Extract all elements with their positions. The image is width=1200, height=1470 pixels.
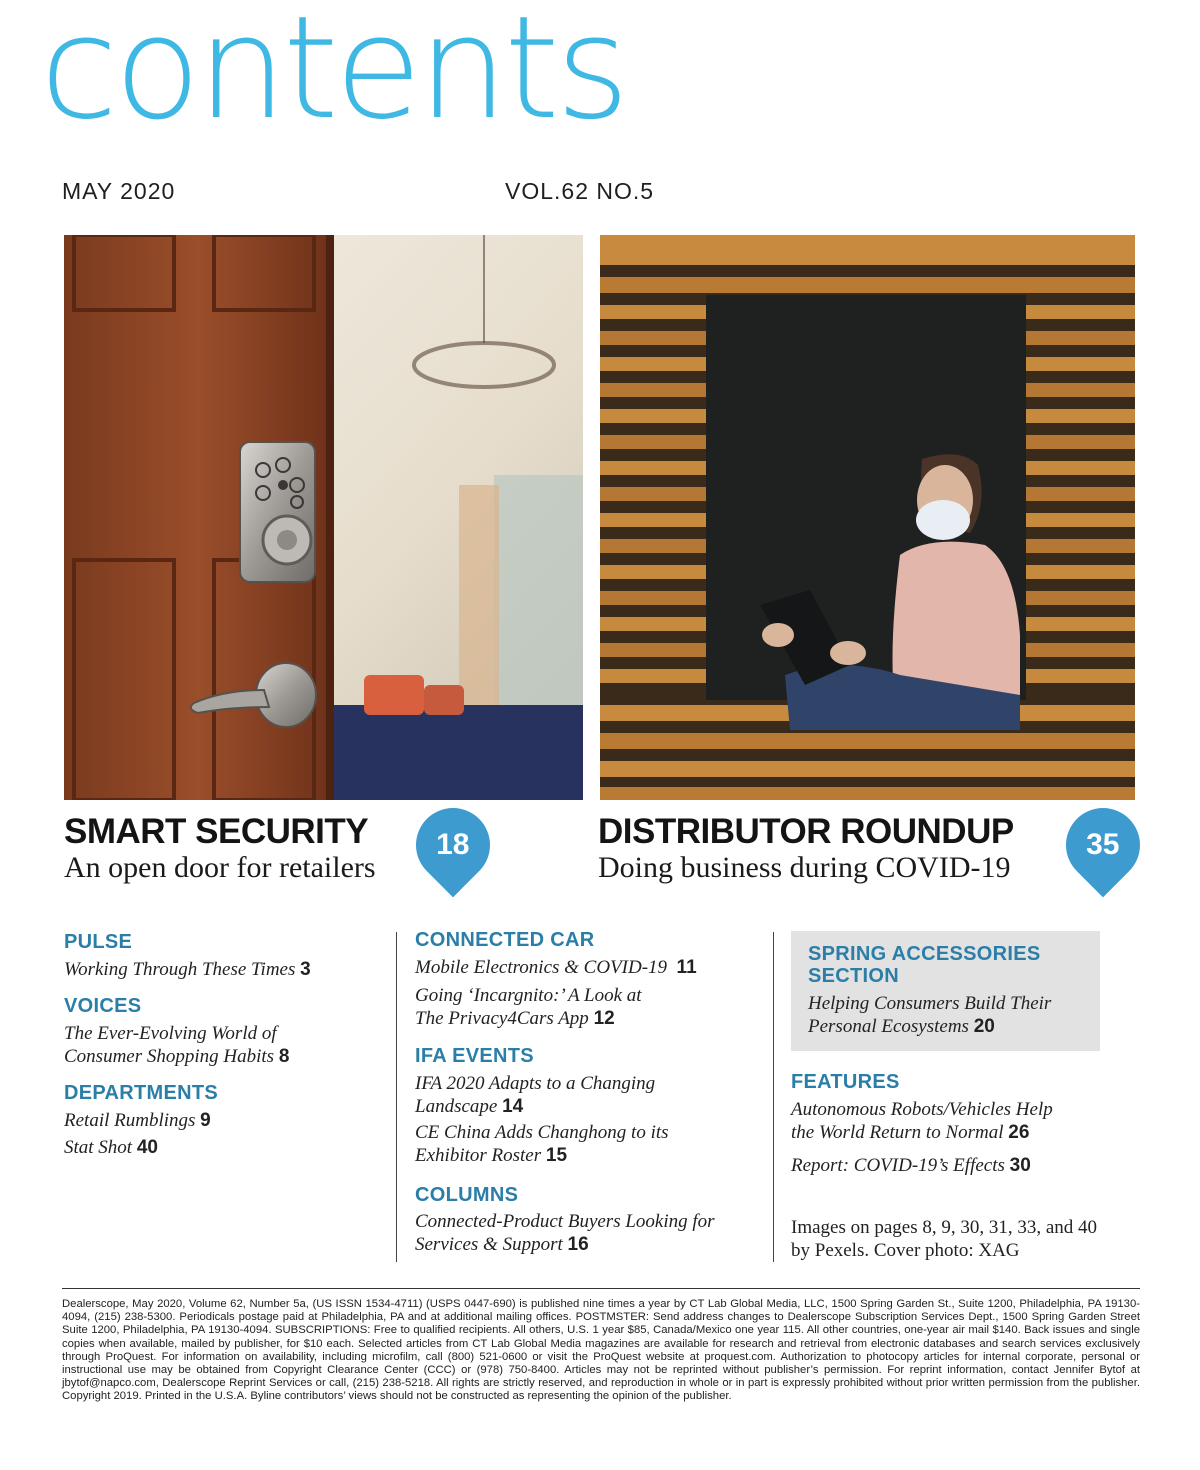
toc-entry-ce-china[interactable] xyxy=(415,1121,669,1167)
distributor-roundup-photo xyxy=(600,235,1135,800)
credits-line1: Images on pages 8, 9, 30, 31, 33, and 40 xyxy=(791,1217,1098,1238)
entry-page: 11 xyxy=(676,957,697,978)
smart-security-photo xyxy=(64,235,583,800)
entry-page: 15 xyxy=(545,1145,568,1166)
entry-title: Stat Shot xyxy=(64,1137,133,1158)
section-heading-features: FEATURES xyxy=(791,1071,900,1093)
entry-title-line1: Connected-Product Buyers Looking for xyxy=(415,1211,715,1232)
toc-entry-personal-ecosystems[interactable] xyxy=(808,992,1051,1038)
entry-page: 40 xyxy=(136,1137,158,1158)
section-heading-connected-car: CONNECTED CAR xyxy=(415,929,595,951)
toc-entry-working-through[interactable] xyxy=(64,958,311,981)
entry-page: 20 xyxy=(973,1016,995,1037)
masthead-title: contents xyxy=(40,0,626,151)
entry-title-line2: Exhibitor Roster xyxy=(415,1145,542,1166)
page-badge-smart-security[interactable] xyxy=(401,793,506,898)
entry-title-line1: Going ‘Incargnito:’ A Look at xyxy=(415,985,642,1006)
entry-title-line1: Helping Consumers Build Their xyxy=(808,993,1052,1014)
window-slats-illustration xyxy=(600,235,1135,800)
toc-entry-ifa-2020[interactable] xyxy=(415,1072,655,1118)
entry-title-line2: Services & Support xyxy=(415,1234,563,1255)
toc-entry-retail-rumblings[interactable] xyxy=(64,1109,211,1132)
toc-entry-covid-effects[interactable] xyxy=(791,1154,1031,1177)
toc-entry-mobile-electronics[interactable] xyxy=(415,956,697,979)
page-badge-number: 35 xyxy=(1086,828,1120,861)
issue-volume: VOL.62 NO.5 xyxy=(505,178,655,204)
entry-title-line2: Personal Ecosystems xyxy=(808,1016,969,1037)
masthead xyxy=(40,0,740,204)
feature-title-smart-security: SMART SECURITY xyxy=(64,812,369,851)
entry-title: Mobile Electronics & COVID-19 xyxy=(415,957,668,978)
entry-title-line2: The Privacy4Cars App xyxy=(415,1008,589,1029)
feature-subtitle-smart-security: An open door for retailers xyxy=(64,851,376,884)
entry-page: 14 xyxy=(502,1096,524,1117)
footer-rule xyxy=(62,1288,1140,1289)
toc-entry-connected-product[interactable] xyxy=(415,1210,715,1256)
entry-title: Working Through These Times xyxy=(64,959,296,980)
column-divider-2 xyxy=(773,932,774,1262)
entry-title-line1: CE China Adds Changhong to its xyxy=(415,1122,669,1143)
section-heading-departments: DEPARTMENTS xyxy=(64,1082,219,1104)
entry-page: 3 xyxy=(300,959,311,980)
door-lock-illustration xyxy=(64,235,583,800)
entry-page: 12 xyxy=(593,1008,615,1029)
page-badge-distributor-roundup[interactable] xyxy=(1051,793,1156,898)
image-credits xyxy=(791,1216,1097,1262)
issue-date: MAY 2020 xyxy=(62,178,176,204)
section-heading-voices: VOICES xyxy=(64,995,142,1017)
entry-title-line1: IFA 2020 Adapts to a Changing xyxy=(415,1073,656,1094)
entry-title-line2: Consumer Shopping Habits xyxy=(64,1046,275,1067)
entry-title-line1: The Ever-Evolving World of xyxy=(64,1023,277,1044)
toc-entry-stat-shot[interactable] xyxy=(64,1136,158,1159)
entry-page: 16 xyxy=(567,1234,589,1255)
entry-page: 26 xyxy=(1008,1122,1030,1143)
publisher-legal-text: Dealerscope, May 2020, Volume 62, Number 5a, (US ISSN 1534-4711) (USPS 0447-690) is published nine times a year by CT Lab Global Media, LLC, 1500 Spring Garden St., Suite 1200, Philadelphia, PA 19130-4094, (215) 238-5300. Periodicals postage paid at Philadelphia, PA and at additional mailing offices. POSTMSTER: Send address changes to Dealerscope Subscription Services Dept., 1500 Spring Garden Street Suite 1200, Philadelphia, PA 19130-4094. SUBSCRIPTIONS: Free to qualified recipients. All others, U.S. 1 year $85, Canada/Mexico one year 115. All other countries, one-year air mail $140. Back issues and single copies when available, mailed by publisher, for $10 each. Selected articles from CT Lab Global Media magazines are available for research and retrieval from electronic databases and search services exclusively through ProQuest. For information on availability, including microfilm, call (800) 521-0600 or visit the ProQuest website at proquest.com. Authorization to photocopy articles for internal corporate, personal or instructional use may be obtained from Copyright Clearance Center (CCC) or (978) 750-8400. Articles may not be reprinted without publisher’s permission. For reprint information, contact Jennifer Bytof at jbytof@napco.com, Dealerscope Reprint Services or call, (215) 238-5218. All rights are strictly reserved, and reproduction in whole or in part is expressly prohibited without prior written permission from the publisher. Copyright 2019. Printed in the U.S.A. Byline contributors’ views should not be constructed as representing the opinion of the publisher. xyxy=(62,1298,1140,1403)
section-heading-spring-accessories xyxy=(808,943,1040,987)
heading-line2: SECTION xyxy=(808,965,899,987)
entry-title-line1: Autonomous Robots/Vehicles Help xyxy=(791,1099,1053,1120)
entry-title: Report: COVID-19’s Effects xyxy=(791,1155,1005,1176)
page-badge-number: 18 xyxy=(436,828,470,861)
entry-page: 9 xyxy=(200,1110,211,1131)
credits-line2: by Pexels. Cover photo: XAG xyxy=(791,1240,1020,1261)
entry-page: 30 xyxy=(1009,1155,1031,1176)
toc-entry-incargnito[interactable] xyxy=(415,984,642,1030)
feature-title-distributor-roundup: DISTRIBUTOR ROUNDUP xyxy=(598,812,1014,851)
section-heading-ifa-events: IFA EVENTS xyxy=(415,1045,534,1067)
section-heading-pulse: PULSE xyxy=(64,931,133,953)
toc-entry-autonomous-robots[interactable] xyxy=(791,1098,1053,1144)
entry-title-line2: the World Return to Normal xyxy=(791,1122,1004,1143)
heading-line1: SPRING ACCESSORIES xyxy=(808,943,1041,965)
entry-page: 8 xyxy=(278,1046,290,1067)
toc-entry-shopping-habits[interactable] xyxy=(64,1022,289,1068)
entry-title: Retail Rumblings xyxy=(64,1110,196,1131)
feature-subtitle-distributor-roundup: Doing business during COVID-19 xyxy=(598,851,1011,884)
section-heading-columns: COLUMNS xyxy=(415,1184,519,1206)
entry-title-line2: Landscape xyxy=(415,1096,498,1117)
column-divider-1 xyxy=(396,932,397,1262)
